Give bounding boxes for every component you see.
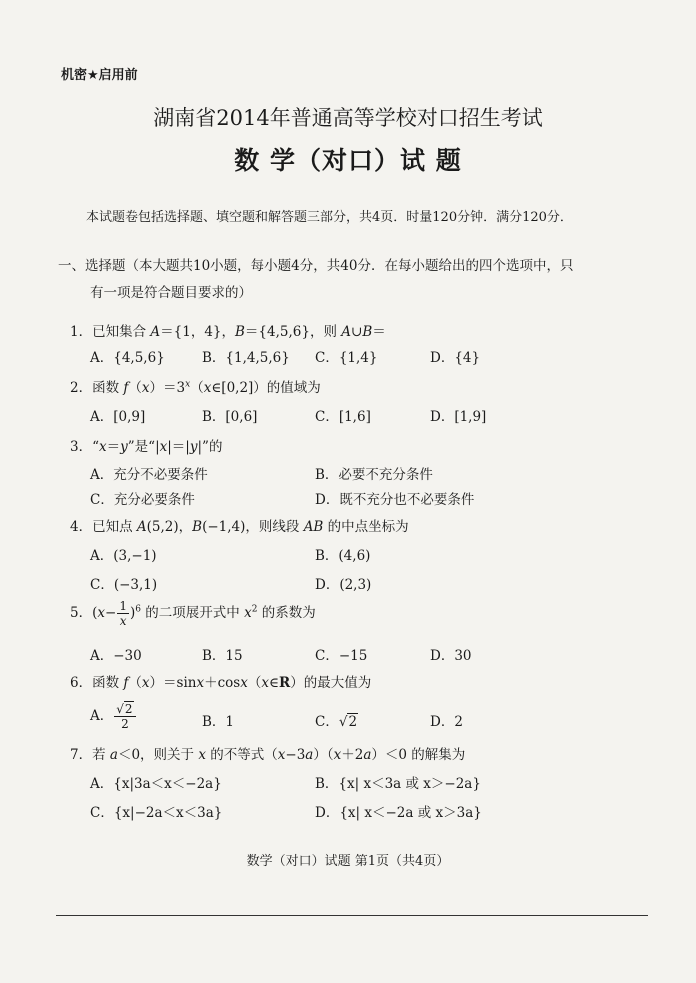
question-number: 7． [70, 747, 93, 763]
q7-option-c: C．{x|−2a＜x＜3a} [90, 805, 223, 821]
q3-option-a: A．充分不必要条件 [90, 467, 208, 483]
q4-option-b: B．(4,6) [315, 548, 371, 564]
q6-option-c: C．√2 [315, 714, 358, 730]
q5-option-c: C．−15 [315, 648, 368, 664]
question-2: 2．函数 $f(x)=3^x(x\in[0,2])$的值域为 [70, 379, 321, 396]
question-number: 5． [70, 605, 93, 621]
question-number: 2． [70, 380, 93, 396]
exam-title: 湖南省2014年普通高等学校对口招生考试 [153, 106, 543, 130]
q6-option-d: D．2 [430, 714, 463, 730]
q1-option-b: B．{1,4,5,6} [202, 350, 290, 366]
question-7: 7．若 a＜0，则关于 x 的不等式（x−3a）（x＋2a）＜0 的解集为 [70, 747, 466, 763]
question-4: 4．已知点 A(5,2)，B(−1,4)，则线段 AB 的中点坐标为 [70, 519, 409, 535]
q1-option-d: D．{4} [430, 350, 481, 366]
q3-option-c: C．充分必要条件 [90, 492, 195, 508]
question-number: 6． [70, 675, 93, 691]
q5-option-b: B．15 [202, 648, 243, 664]
intro-text: 本试题卷包括选择题、填空题和解答题三部分，共4页．时量120分钟．满分120分． [86, 210, 573, 225]
q6-option-a: A． $\frac{√2}{2}$ [90, 703, 137, 730]
q2-option-a: A．[0,9] [90, 409, 146, 425]
q7-option-b: B．{x| x＜3a 或 x＞−2a} [315, 776, 481, 792]
q1-option-c: C．{1,4} [315, 350, 378, 366]
question-1: 1．已知集合 A＝{1，4}，B＝{4,5,6}，则 A∪B＝ [70, 324, 386, 340]
q2-option-b: B．[0,6] [202, 409, 258, 425]
question-number: 3． [70, 439, 93, 455]
question-number: 4． [70, 519, 93, 535]
section-heading: 一、选择题（本大题共10小题，每小题4分，共40分．在每小题给出的四个选项中，只 [58, 258, 574, 274]
secret-label: 机密★启用前 [61, 68, 138, 83]
q1-option-a: A．{4,5,6} [90, 350, 165, 366]
q4-option-a: A．(3,−1) [90, 548, 157, 564]
exam-subtitle: 数 学（对口）试 题 [234, 146, 462, 175]
q3-option-d: D．既不充分也不必要条件 [315, 492, 475, 508]
page-footer: 数学（对口）试题 第1页（共4页） [246, 854, 450, 869]
q3-option-b: B．必要不充分条件 [315, 467, 433, 483]
q5-option-a: A．−30 [90, 648, 142, 664]
question-number: 1． [70, 324, 93, 340]
q6-option-b: B．1 [202, 714, 235, 730]
q5-option-d: D．30 [430, 648, 472, 664]
bottom-rule [56, 915, 648, 916]
fraction-one-over-x: $\frac{1}{x}$ [119, 599, 127, 628]
section-heading-cont: 有一项是符合题目要求的） [90, 285, 252, 301]
question-6: 6．函数 f（x）＝sinx＋cosx（x∈R）的最大值为 [70, 675, 372, 691]
q7-option-d: D．{x| x＜−2a 或 x＞3a} [315, 805, 482, 821]
question-3: 3．“x＝y”是“|x|＝|y|”的 [70, 439, 223, 455]
q7-option-a: A．{x|3a＜x＜−2a} [90, 776, 222, 792]
q2-option-c: C．[1,6] [315, 409, 371, 425]
q4-option-d: D．(2,3) [315, 577, 372, 593]
question-5: 5．(x− $\frac{1}{x}$ )$^6$ 的二项展开式中 $x^2$ 的系数为 [70, 599, 316, 628]
q2-option-d: D．[1,9] [430, 409, 487, 425]
q4-option-c: C．(−3,1) [90, 577, 158, 593]
fraction-sqrt2-over-2: $\frac{√2}{2}$ [114, 703, 135, 730]
